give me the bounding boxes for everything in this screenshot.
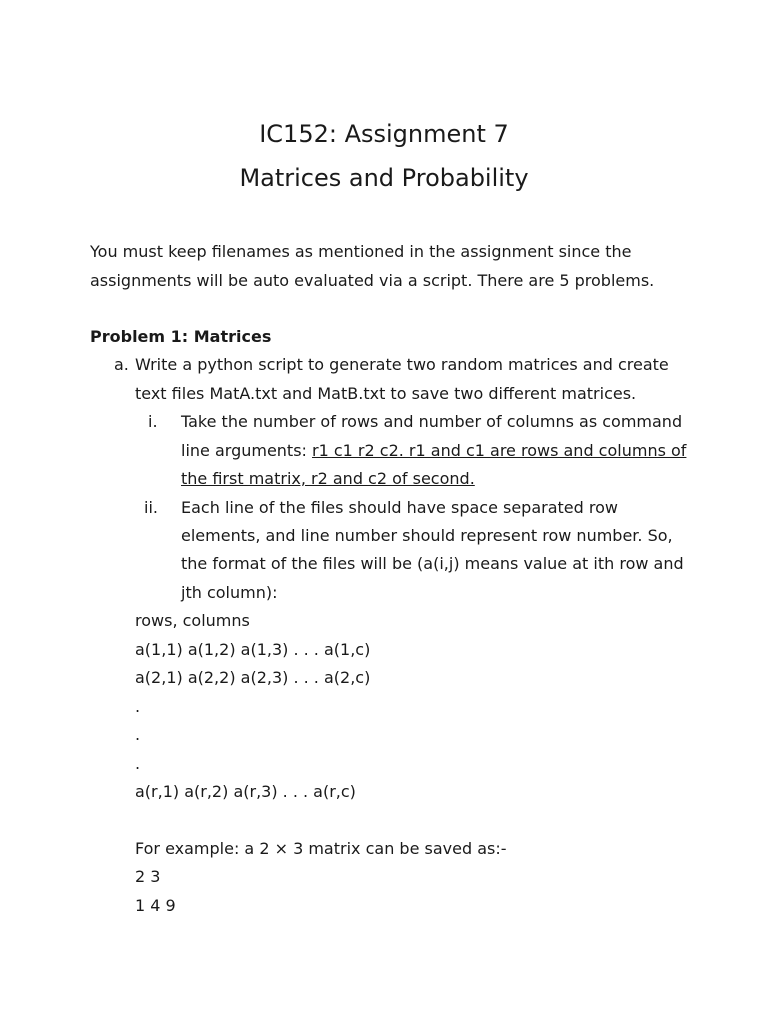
intro-line-1: You must keep filenames as mentioned in the assignment since the [90, 242, 632, 261]
problem-1-heading: Problem 1: Matrices [90, 327, 272, 346]
item-i-line-3: the first matrix, r2 and c2 of second. [181, 469, 475, 488]
example-line-2: 1 4 9 [135, 896, 176, 915]
format-row-1: a(1,1) a(1,2) a(1,3) . . . a(1,c) [135, 640, 371, 659]
example-line-1: 2 3 [135, 867, 161, 886]
list-marker-ii: ii. [144, 498, 158, 517]
format-ellipsis-2: . [135, 725, 141, 744]
intro-line-2: assignments will be auto evaluated via a script. There are 5 problems. [90, 271, 655, 290]
item-ii-line-1: Each line of the files should have space separated row [181, 498, 618, 517]
example-intro: For example: a 2 × 3 matrix can be saved as:- [135, 839, 507, 858]
item-ii-line-3: the format of the files will be (a(i,j) means value at ith row and [181, 554, 684, 573]
item-i-line-2-underlined: r1 c1 r2 c2. r1 and c1 are rows and columns of [312, 441, 687, 460]
item-i-line-2-plain: line arguments: [181, 441, 313, 460]
document-title: IC152: Assignment 7 [259, 120, 509, 148]
part-a-line-2: text files MatA.txt and MatB.txt to save two different matrices. [135, 384, 637, 403]
format-row-r: a(r,1) a(r,2) a(r,3) . . . a(r,c) [135, 782, 356, 801]
format-ellipsis-1: . [135, 697, 141, 716]
format-header: rows, columns [135, 611, 250, 630]
format-ellipsis-3: . [135, 754, 141, 773]
list-marker-i: i. [148, 412, 158, 431]
list-marker-a: a. [114, 355, 129, 374]
item-i-line-2 [181, 441, 686, 461]
item-ii-line-4: jth column): [181, 583, 278, 602]
item-ii-line-2: elements, and line number should represent row number. So, [181, 526, 673, 545]
part-a-line-1: Write a python script to generate two random matrices and create [135, 355, 669, 374]
item-i-line-1: Take the number of rows and number of columns as command [181, 412, 683, 431]
document-subtitle: Matrices and Probability [239, 164, 529, 192]
format-row-2: a(2,1) a(2,2) a(2,3) . . . a(2,c) [135, 668, 371, 687]
